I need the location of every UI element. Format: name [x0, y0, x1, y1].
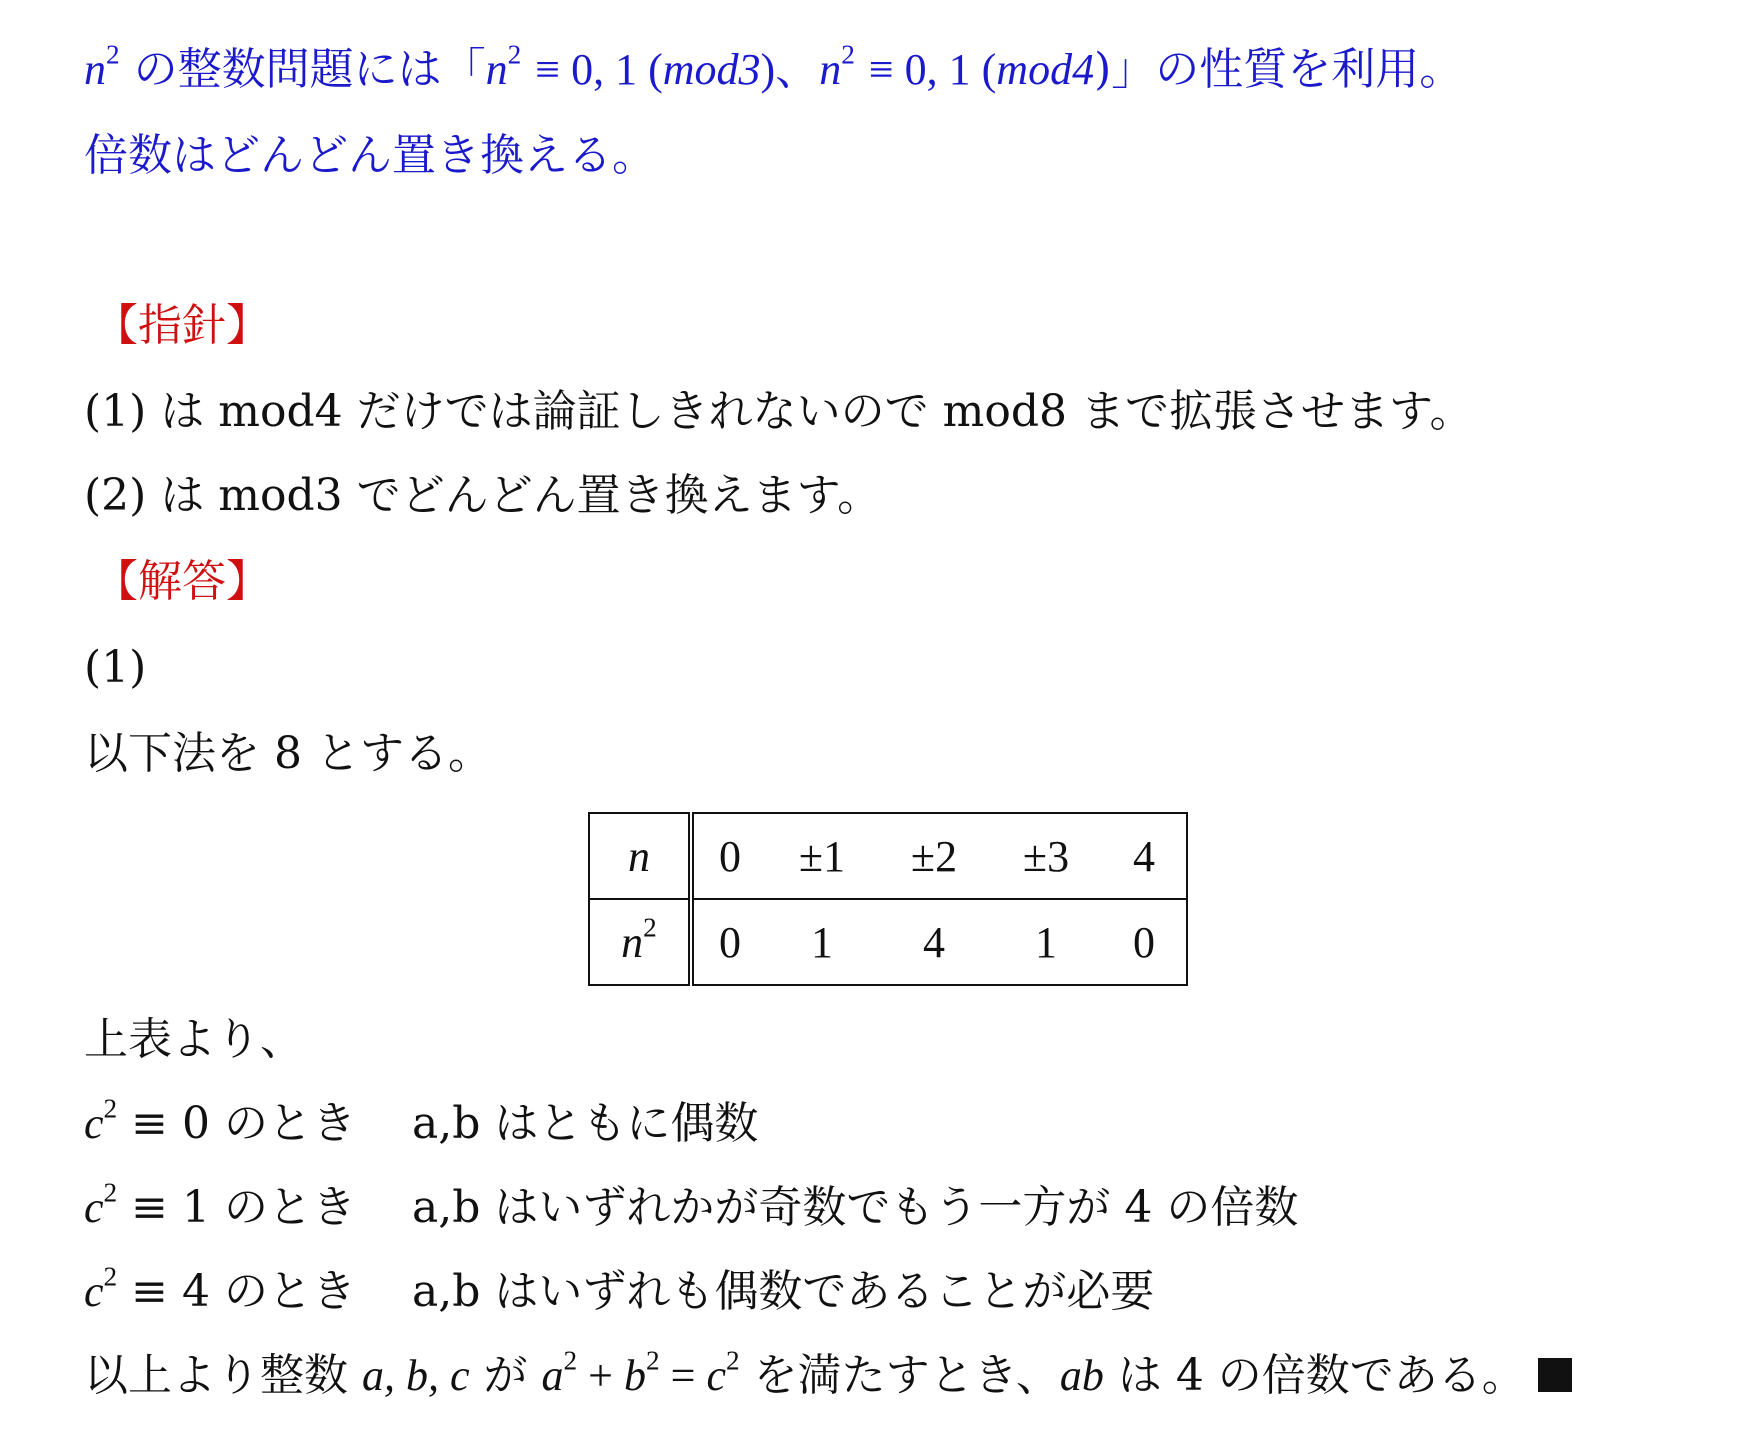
- policy-heading: 【指針】: [94, 300, 270, 351]
- var-n: n: [84, 45, 106, 94]
- equals-sign: =: [659, 1351, 707, 1400]
- final-text-b: が: [469, 1350, 542, 1401]
- case-result: a,b はともに偶数: [412, 1098, 759, 1149]
- var-n: n: [819, 45, 842, 94]
- table-cell: 1: [766, 899, 878, 985]
- exponent-2: 2: [103, 1261, 118, 1292]
- table-cell: ±2: [878, 813, 990, 899]
- final-text-a: 以上より整数: [84, 1350, 362, 1401]
- conclusion-lead: 上表より、: [84, 1014, 304, 1065]
- intro-line-1: [84, 40, 1463, 100]
- exponent-2: 2: [725, 1345, 740, 1376]
- row-header-n2: $n^2$: [589, 899, 691, 985]
- var-n: n: [485, 45, 508, 94]
- table-cell: 4: [878, 899, 990, 985]
- exponent-2: 2: [507, 39, 522, 70]
- exponent-2: 2: [643, 912, 657, 943]
- table-cell: 4: [1102, 813, 1187, 899]
- case-result: a,b はいずれも偶数であることが必要: [412, 1266, 1155, 1317]
- table-row-n2: [589, 899, 1187, 985]
- table-cell: 0: [691, 899, 766, 985]
- mod3-label: mod3: [662, 45, 761, 94]
- part-label: (1): [84, 642, 147, 693]
- exponent-2: 2: [103, 1093, 118, 1124]
- congruence-01: ≡ 0, 1 (: [868, 45, 997, 94]
- table-cell: ±3: [990, 813, 1102, 899]
- final-vars: a, b, c: [362, 1351, 470, 1400]
- qed-square-icon: [1538, 1358, 1572, 1392]
- answer-heading: 【解答】: [94, 556, 270, 607]
- intro-text-g: )」の性質を利用。: [1094, 44, 1464, 95]
- case-line-1: [84, 1178, 1298, 1238]
- var-a: a: [541, 1351, 564, 1400]
- var-c: c: [84, 1099, 104, 1148]
- var-ab: ab: [1059, 1351, 1104, 1400]
- case-condition: ≡ 1 のとき: [131, 1182, 357, 1233]
- case-condition: ≡ 0 のとき: [131, 1098, 357, 1149]
- var-c: c: [84, 1267, 104, 1316]
- table-cell: ±1: [766, 813, 878, 899]
- intro-line-2: 倍数はどんどん置き換える。: [84, 130, 656, 181]
- var-b: b: [623, 1351, 646, 1400]
- congruence-01: ≡ 0, 1 (: [535, 45, 663, 94]
- squares-mod8-table: [588, 812, 1188, 986]
- exponent-2: 2: [103, 1177, 118, 1208]
- final-text-c: を満たすとき、: [739, 1350, 1060, 1401]
- final-text-d: は 4 の倍数である。: [1103, 1350, 1526, 1401]
- case-condition: ≡ 4 のとき: [131, 1266, 357, 1317]
- case-line-2: [84, 1262, 1154, 1322]
- case-line-0: [84, 1094, 758, 1154]
- table-row-n: [589, 813, 1187, 899]
- table-cell: 0: [1102, 899, 1187, 985]
- policy-item-2: (2) は mod3 でどんどん置き換えます。: [84, 470, 882, 521]
- exponent-2: 2: [645, 1345, 660, 1376]
- premise-text: 以下法を 8 とする。: [84, 728, 492, 779]
- intro-text-d: )、: [760, 45, 820, 94]
- policy-item-1: (1) は mod4 だけでは論証しきれないので mod8 まで拡張させます。: [84, 386, 1474, 437]
- intro-text-a: の整数問題には「: [133, 44, 486, 95]
- exponent-2: 2: [106, 39, 120, 70]
- mod4-label: mod4: [996, 45, 1095, 94]
- var-c: c: [706, 1351, 726, 1400]
- exponent-2: 2: [841, 39, 855, 70]
- row-header-n: n: [589, 813, 691, 899]
- final-statement: [84, 1346, 1572, 1406]
- table-cell: 1: [990, 899, 1102, 985]
- var-c: c: [84, 1183, 104, 1232]
- table-cell: 0: [691, 813, 766, 899]
- plus-sign: +: [577, 1351, 624, 1400]
- exponent-2: 2: [563, 1345, 578, 1376]
- case-result: a,b はいずれかが奇数でもう一方が 4 の倍数: [412, 1182, 1299, 1233]
